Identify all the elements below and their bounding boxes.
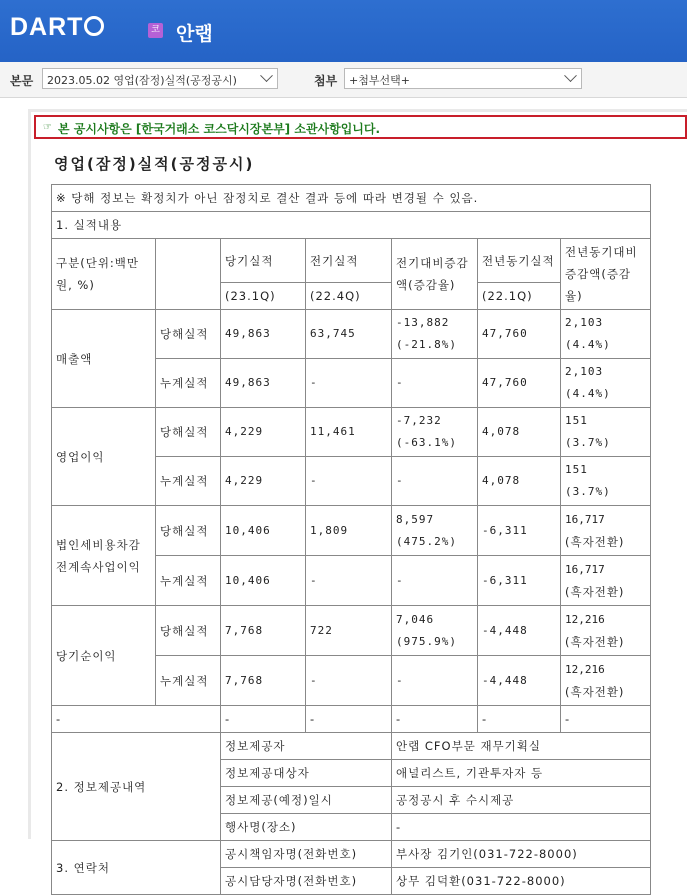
table-row (52, 841, 651, 868)
chevron-down-icon (260, 69, 273, 82)
info-value: 애널리스트, 기관투자자 등 (392, 760, 651, 787)
blank-cell: - (306, 706, 392, 733)
value-previous: - (306, 457, 392, 506)
period-type: 당해실적 (156, 506, 221, 556)
value-yoy-base: 4,078 (478, 408, 561, 457)
report-title: 영업(잠정)실적(공정공시) (54, 155, 255, 173)
value-current: 49,863 (221, 310, 306, 359)
contact-label: 공시책임자명(전화번호) (221, 841, 392, 868)
section-info: 2. 정보제공내역 (52, 733, 221, 841)
value-current: 7,768 (221, 656, 306, 706)
period-type: 당해실적 (156, 310, 221, 359)
col-previous-period: (22.4Q) (306, 283, 392, 310)
table-row (52, 733, 651, 760)
value-qoq: 7,046 (975.9%) (392, 606, 478, 656)
value-qoq: - (392, 656, 478, 706)
col-qoq-change: 전기대비증감액(증감율) (392, 239, 478, 310)
dart-logo[interactable]: DART (10, 13, 104, 42)
document-toolbar (0, 62, 687, 98)
body-select[interactable] (42, 68, 278, 89)
table-row (52, 506, 651, 556)
value-yoy: 151 (3.7%) (561, 457, 651, 506)
value-yoy-base: -4,448 (478, 606, 561, 656)
market-badge: 코 (148, 23, 163, 38)
value-qoq: 8,597 (475.2%) (392, 506, 478, 556)
col-yoy-value: 전년동기실적 (478, 239, 561, 283)
disclaimer: ※ 당해 정보는 확정치가 아닌 잠정치로 결산 결과 등에 따라 변경될 수 있음. (52, 185, 651, 212)
metric-name: 법인세비용차감전계속사업이익 (52, 506, 156, 606)
period-type: 누계실적 (156, 556, 221, 606)
value-qoq: - (392, 457, 478, 506)
info-label: 행사명(장소) (221, 814, 392, 841)
app-header (0, 0, 687, 62)
value-previous: - (306, 359, 392, 408)
metric-name: 당기순이익 (52, 606, 156, 706)
contact-value: 부사장 김기인(031-722-8000) (392, 841, 651, 868)
value-yoy-base: -6,311 (478, 506, 561, 556)
chevron-down-icon (564, 69, 577, 82)
col-current-period: (23.1Q) (221, 283, 306, 310)
value-current: 10,406 (221, 506, 306, 556)
value-previous: 1,809 (306, 506, 392, 556)
col-current: 당기실적 (221, 239, 306, 283)
value-qoq: -7,232 (-63.1%) (392, 408, 478, 457)
value-yoy: 2,103 (4.4%) (561, 310, 651, 359)
period-type: 누계실적 (156, 656, 221, 706)
section-contact: 3. 연락처 (52, 841, 221, 895)
value-current: 4,229 (221, 408, 306, 457)
table-row (52, 606, 651, 656)
info-label: 정보제공자 (221, 733, 392, 760)
info-value: - (392, 814, 651, 841)
value-qoq: -13,882 (-21.8%) (392, 310, 478, 359)
value-yoy-base: 47,760 (478, 359, 561, 408)
info-value: 안랩 CFO부문 재무기획실 (392, 733, 651, 760)
metric-name: 영업이익 (52, 408, 156, 506)
value-yoy: 16,717 (흑자전환) (561, 506, 651, 556)
notice-text: 본 공시사항은 [한국거래소 코스닥시장본부] 소관사항입니다. (58, 122, 381, 136)
value-current: 7,768 (221, 606, 306, 656)
period-type: 당해실적 (156, 606, 221, 656)
notice-banner (34, 115, 687, 139)
blank-cell: - (52, 706, 221, 733)
value-yoy: 151 (3.7%) (561, 408, 651, 457)
value-yoy-base: 4,078 (478, 457, 561, 506)
value-yoy-base: 47,760 (478, 310, 561, 359)
blank-cell: - (221, 706, 306, 733)
pointing-hand-icon: ☞ (43, 122, 52, 133)
contact-label: 공시담당자명(전화번호) (221, 868, 392, 895)
body-select-value: 2023.05.02 영업(잠정)실적(공정공시) (47, 74, 237, 87)
metric-name: 매출액 (52, 310, 156, 408)
report-table (51, 184, 651, 895)
value-yoy-base: -4,448 (478, 656, 561, 706)
body-label: 본문 (10, 74, 34, 88)
blank-cell: - (561, 706, 651, 733)
value-current: 4,229 (221, 457, 306, 506)
period-type: 누계실적 (156, 359, 221, 408)
table-row (52, 408, 651, 457)
col-unit: 구분(단위:백만원, %) (52, 239, 156, 310)
col-previous: 전기실적 (306, 239, 392, 283)
value-previous: 722 (306, 606, 392, 656)
value-qoq: - (392, 359, 478, 408)
table-row (52, 310, 651, 359)
value-yoy: 12,216 (흑자전환) (561, 606, 651, 656)
table-row (52, 706, 651, 733)
period-type: 당해실적 (156, 408, 221, 457)
attach-label: 첨부 (314, 74, 338, 88)
period-type: 누계실적 (156, 457, 221, 506)
attach-select-value: +첨부선택+ (349, 74, 410, 87)
col-yoy-change: 전년동기대비증감액(증감율) (561, 239, 651, 310)
company-name: 안랩 (176, 23, 213, 45)
value-previous: 63,745 (306, 310, 392, 359)
col-yoy-period: (22.1Q) (478, 283, 561, 310)
info-label: 정보제공대상자 (221, 760, 392, 787)
blank-cell: - (478, 706, 561, 733)
section-performance: 1. 실적내용 (52, 212, 651, 239)
blank-cell: - (392, 706, 478, 733)
col-blank (156, 239, 221, 310)
value-previous: - (306, 656, 392, 706)
info-label: 정보제공(예정)일시 (221, 787, 392, 814)
info-value: 공정공시 후 수시제공 (392, 787, 651, 814)
value-qoq: - (392, 556, 478, 606)
contact-value: 상무 김덕환(031-722-8000) (392, 868, 651, 895)
value-yoy: 12,216 (흑자전환) (561, 656, 651, 706)
value-yoy: 2,103 (4.4%) (561, 359, 651, 408)
logo-circle-icon (84, 16, 104, 36)
value-yoy: 16,717 (흑자전환) (561, 556, 651, 606)
value-previous: - (306, 556, 392, 606)
value-current: 49,863 (221, 359, 306, 408)
value-previous: 11,461 (306, 408, 392, 457)
value-current: 10,406 (221, 556, 306, 606)
attach-select[interactable] (344, 68, 582, 89)
value-yoy-base: -6,311 (478, 556, 561, 606)
document-content (31, 112, 687, 888)
